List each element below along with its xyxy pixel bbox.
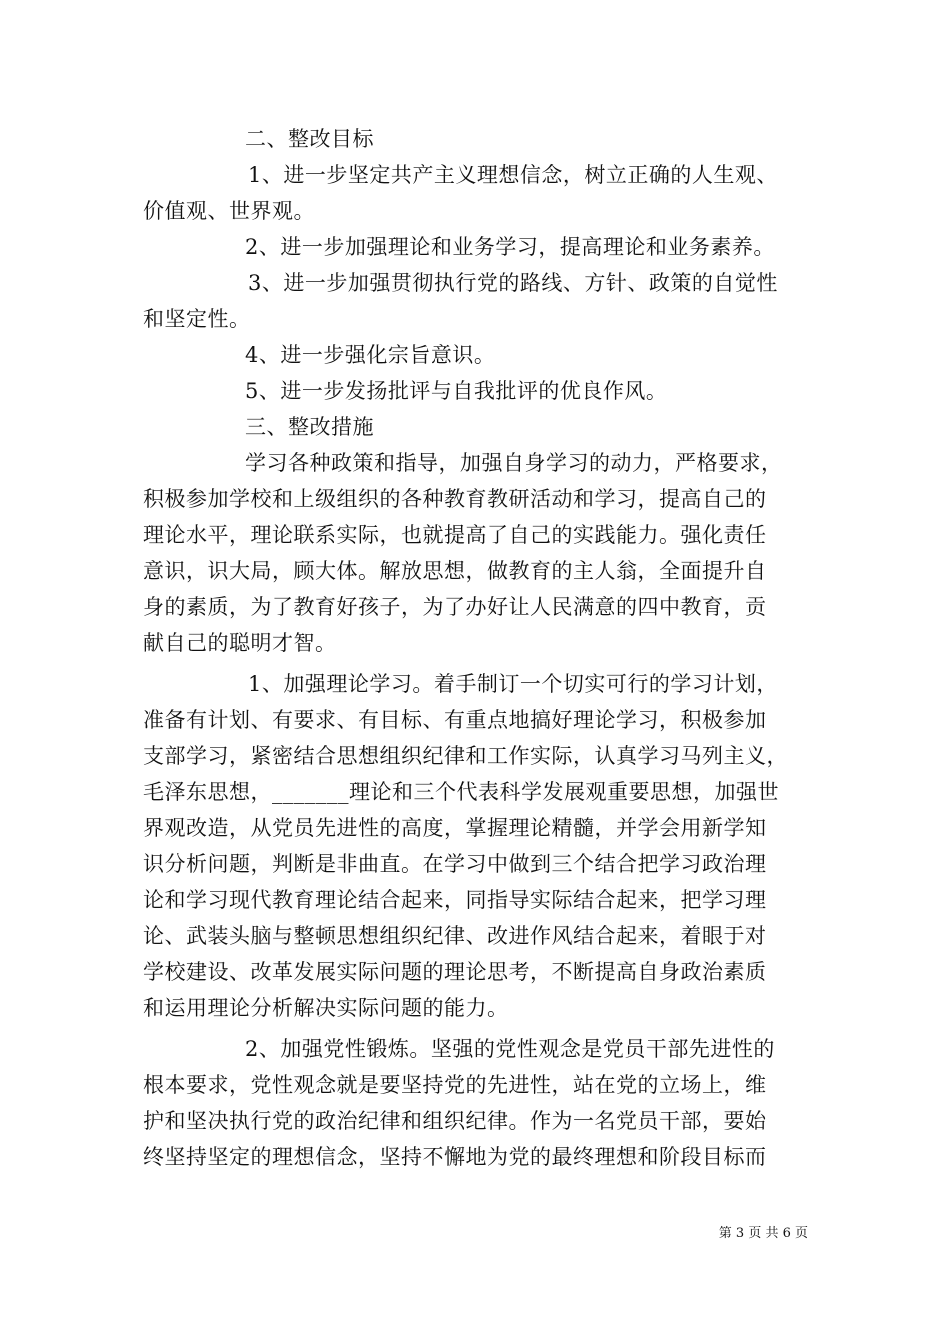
paragraph-line: 和坚定性。 xyxy=(143,307,251,331)
paragraph-line: 献自己的聪明才智。 xyxy=(143,631,337,655)
paragraph-line: 支部学习，紧密结合思想组织纪律和工作实际，认真学习马列主义， xyxy=(143,744,788,768)
paragraph-line: 2、加强党性锻炼。坚强的党性观念是党员干部先进性的 xyxy=(245,1037,775,1061)
paragraph-line: 5、进一步发扬批评与自我批评的优良作风。 xyxy=(245,379,668,403)
paragraph-line: 护和坚决执行党的政治纪律和组织纪律。作为一名党员干部，要始 xyxy=(143,1109,767,1133)
paragraph-line: 2、进一步加强理论和业务学习，提高理论和业务素养。 xyxy=(245,235,775,259)
paragraph-line: 意识，识大局，顾大体。解放思想，做教育的主人翁，全面提升自 xyxy=(143,559,767,583)
paragraph-line: 学校建设、改革发展实际问题的理论思考，不断提高自身政治素质 xyxy=(143,960,767,984)
paragraph-line: 和运用理论分析解决实际问题的能力。 xyxy=(143,996,509,1020)
paragraph-line: 积极参加学校和上级组织的各种教育教研活动和学习，提高自己的 xyxy=(143,487,767,511)
heading-rectification-goals: 二、整改目标 xyxy=(245,127,374,151)
paragraph-line: 3、进一步加强贯彻执行党的路线、方针、政策的自觉性 xyxy=(248,271,778,295)
page-number-footer: 第 3 页 共 6 页 xyxy=(718,1226,808,1241)
paragraph-line: 界观改造，从党员先进性的高度，掌握理论精髓，并学会用新学知 xyxy=(143,816,767,840)
paragraph-line: 身的素质，为了教育好孩子，为了办好让人民满意的四中教育，贡 xyxy=(143,595,767,619)
paragraph-line: 价值观、世界观。 xyxy=(143,199,315,223)
paragraph-line: 论、武装头脑与整顿思想组织纪律、改进作风结合起来，着眼于对 xyxy=(143,924,767,948)
paragraph-line: 论和学习现代教育理论结合起来，同指导实际结合起来，把学习理 xyxy=(143,888,767,912)
paragraph-line: 1、加强理论学习。着手制订一个切实可行的学习计划， xyxy=(248,672,778,696)
paragraph-line: 根本要求，党性观念就是要坚持党的先进性，站在党的立场上，维 xyxy=(143,1073,767,1097)
paragraph-line: 终坚持坚定的理想信念，坚持不懈地为党的最终理想和阶段目标而 xyxy=(143,1145,767,1169)
paragraph-line: 1、进一步坚定共产主义理想信念，树立正确的人生观、 xyxy=(248,163,778,187)
paragraph-line: 理论水平，理论联系实际，也就提高了自己的实践能力。强化责任 xyxy=(143,523,767,547)
paragraph-line: 毛泽东思想，_______理论和三个代表科学发展观重要思想，加强世 xyxy=(143,780,779,804)
heading-rectification-measures: 三、整改措施 xyxy=(245,415,374,439)
paragraph-line: 准备有计划、有要求、有目标、有重点地搞好理论学习，积极参加 xyxy=(143,708,767,732)
paragraph-line: 识分析问题，判断是非曲直。在学习中做到三个结合把学习政治理 xyxy=(143,852,767,876)
paragraph-line: 学习各种政策和指导，加强自身学习的动力，严格要求， xyxy=(245,451,783,475)
paragraph-line: 4、进一步强化宗旨意识。 xyxy=(245,343,496,367)
